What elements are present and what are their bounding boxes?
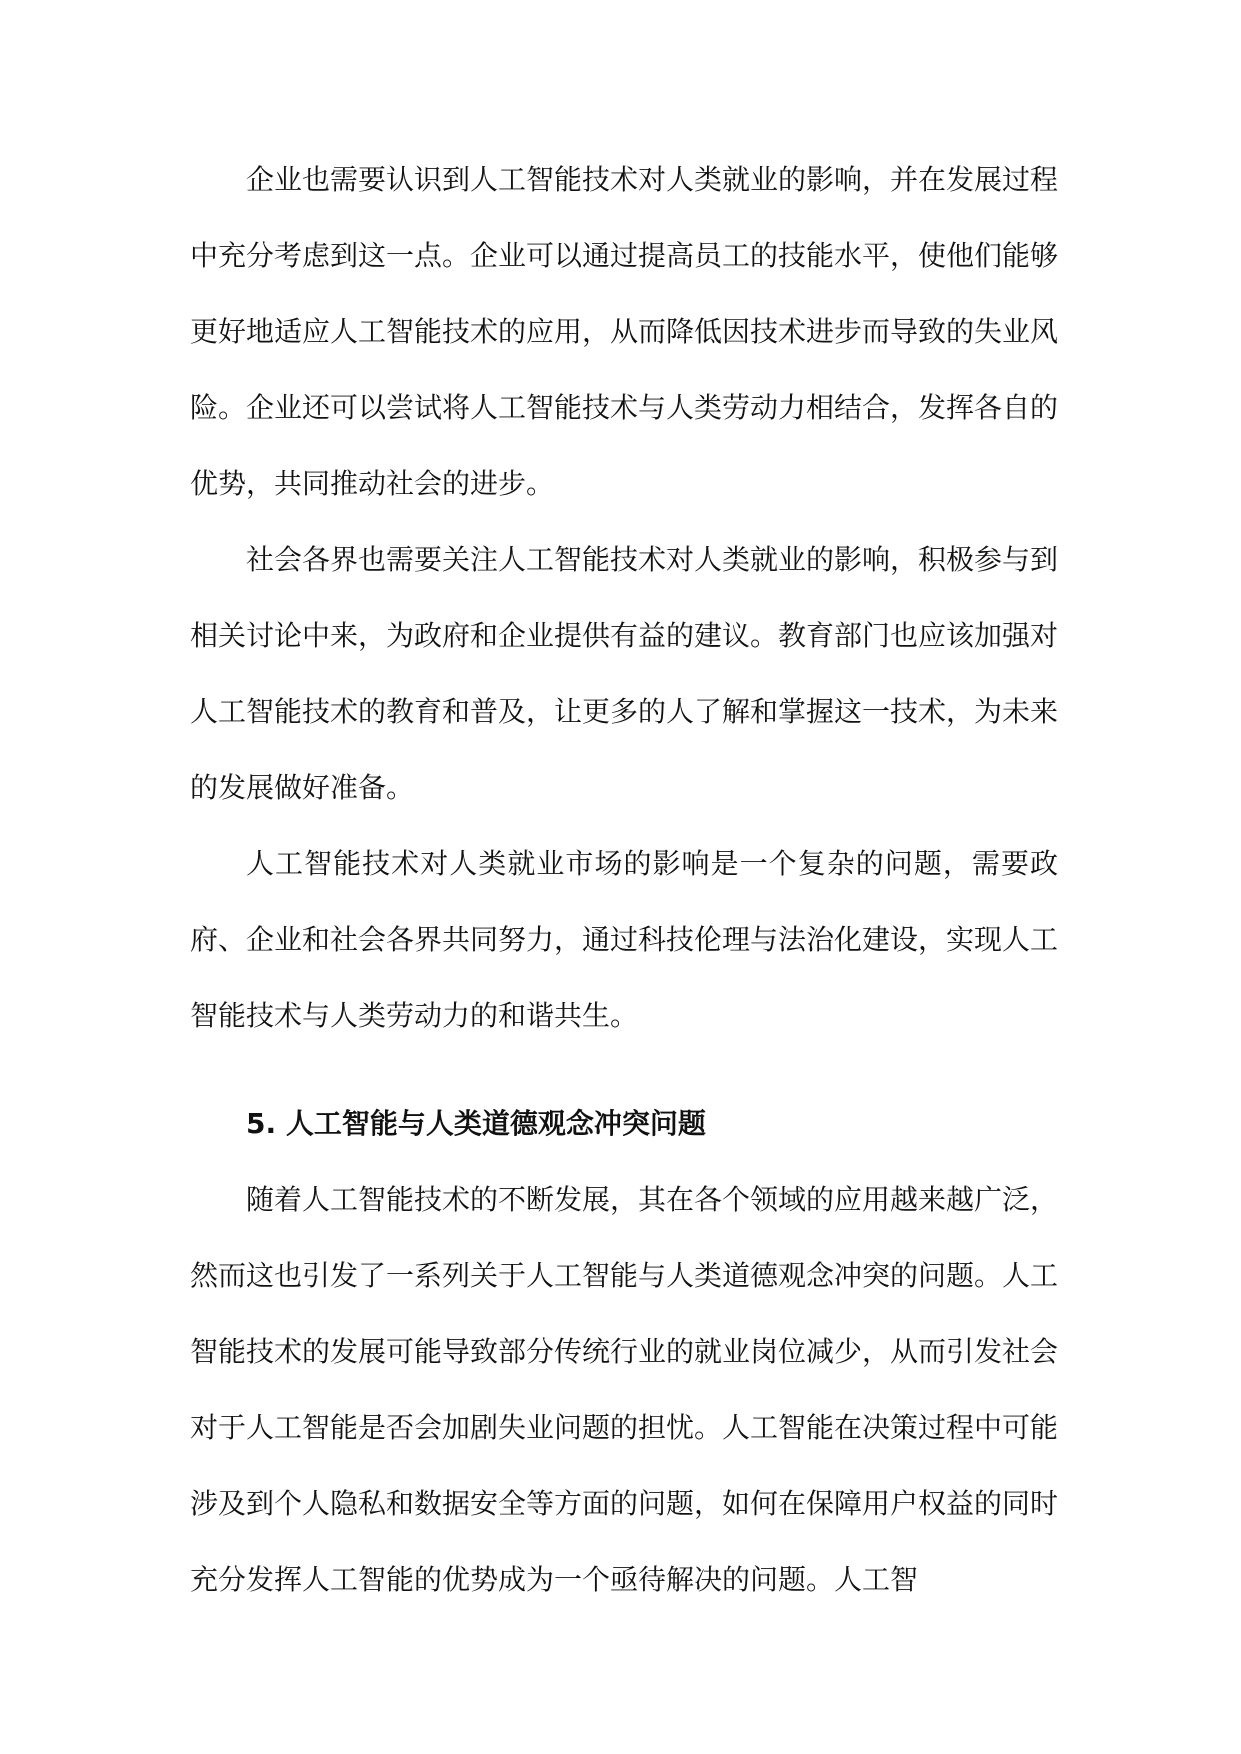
- paragraph-enterprise: 企业也需要认识到人工智能技术对人类就业的影响，并在发展过程中充分考虑到这一点。企业可以通过提高员工的技能水平，使他们能够更好地适应人工智能技术的应用，从而降低因技术进步而导致的失业风险。企业还可以尝试将人工智能技术与人类劳动力相结合，发挥各自的优势，共同推动社会的进步。: [190, 163, 1059, 500]
- document-body: [190, 142, 1058, 1618]
- paragraph-society: 社会各界也需要关注人工智能技术对人类就业的影响，积极参与到相关讨论中来，为政府和企业提供有益的建议。教育部门也应该加强对人工智能技术的教育和普及，让更多的人了解和掌握这一技术，为未来的发展做好准备。: [190, 543, 1059, 804]
- paragraph-conclusion: 人工智能技术对人类就业市场的影响是一个复杂的问题，需要政府、企业和社会各界共同努力，通过科技伦理与法治化建设，实现人工智能技术与人类劳动力的和谐共生。: [190, 847, 1059, 1032]
- section-heading: 5. 人工智能与人类道德观念冲突问题: [246, 1107, 706, 1140]
- paragraph-ethics: 随着人工智能技术的不断发展，其在各个领域的应用越来越广泛，然而这也引发了一系列关于人工智能与人类道德观念冲突的问题。人工智能技术的发展可能导致部分传统行业的就业岗位减少，从而引发社会对于人工智能是否会加剧失业问题的担忧。人工智能在决策过程中可能涉及到个人隐私和数据安全等方面的问题，如何在保障用户权益的同时充分发挥人工智能的优势成为一个亟待解决的问题。人工智: [190, 1183, 1059, 1596]
